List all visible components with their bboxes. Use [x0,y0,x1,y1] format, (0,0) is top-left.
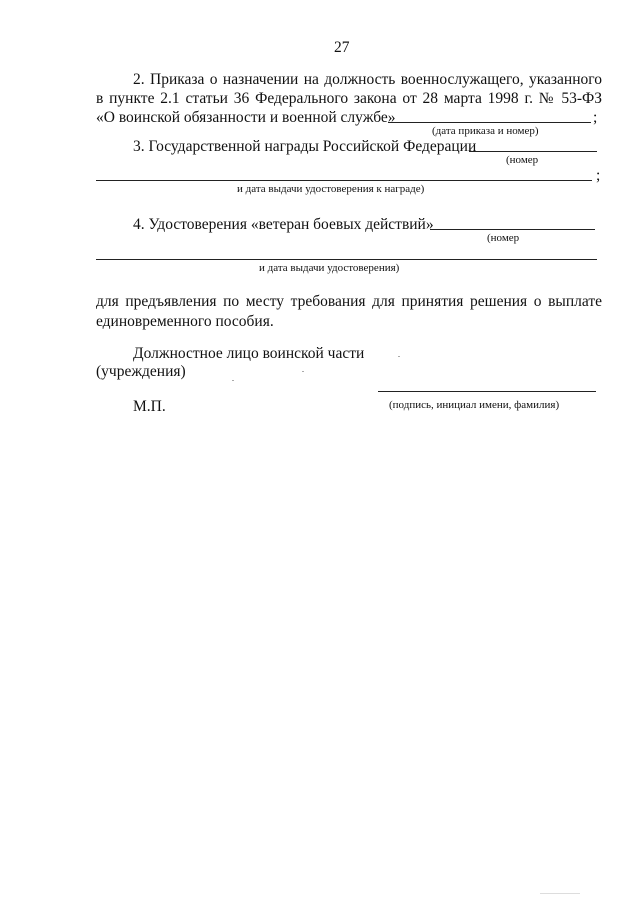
item2-line2: в пункте 2.1 статьи 36 Федерального закона от 28 марта 1998 г. № 53-ФЗ [96,90,602,107]
stamp-place: М.П. [133,398,166,415]
item3-semicolon: ; [596,167,601,184]
item4-blank-line-1 [430,229,595,230]
purpose-line1: для предъявления по месту требования для принятия решения о выплате [96,293,602,310]
official-title: Должностное лицо воинской части [133,345,365,362]
scan-speck [232,380,234,381]
item2-semicolon: ; [593,109,598,126]
item2-hint: (дата приказа и номер) [432,125,539,137]
item2-line3: «О воинской обязанности и военной службе» [96,109,396,126]
scan-speck [398,356,400,357]
signature-hint: (подпись, инициал имени, фамилия) [389,399,560,411]
official-institution: (учреждения) [96,363,186,380]
item4-hint-date: и дата выдачи удостоверения) [259,262,400,274]
item2-blank-line [388,122,591,123]
item3-blank-line-2 [96,180,592,181]
scan-speck [540,893,580,894]
purpose-line2: единовременного пособия. [96,313,274,330]
item3-hint-date: и дата выдачи удостоверения к награде) [237,183,425,195]
item3-hint-number: (номер [506,154,539,166]
signature-line [378,391,596,392]
item3-blank-line-1 [469,151,597,152]
scan-speck [302,371,304,372]
item4-line1: 4. Удостоверения «ветеран боевых действий» [133,216,434,233]
item2-line1: 2. Приказа о назначении на должность военнослужащего, указанного [133,71,602,88]
item3-line1: 3. Государственной награды Российской Федерации [133,138,477,155]
item4-blank-line-2 [96,259,597,260]
item4-hint-number: (номер [487,232,520,244]
page-number: 27 [334,39,350,56]
